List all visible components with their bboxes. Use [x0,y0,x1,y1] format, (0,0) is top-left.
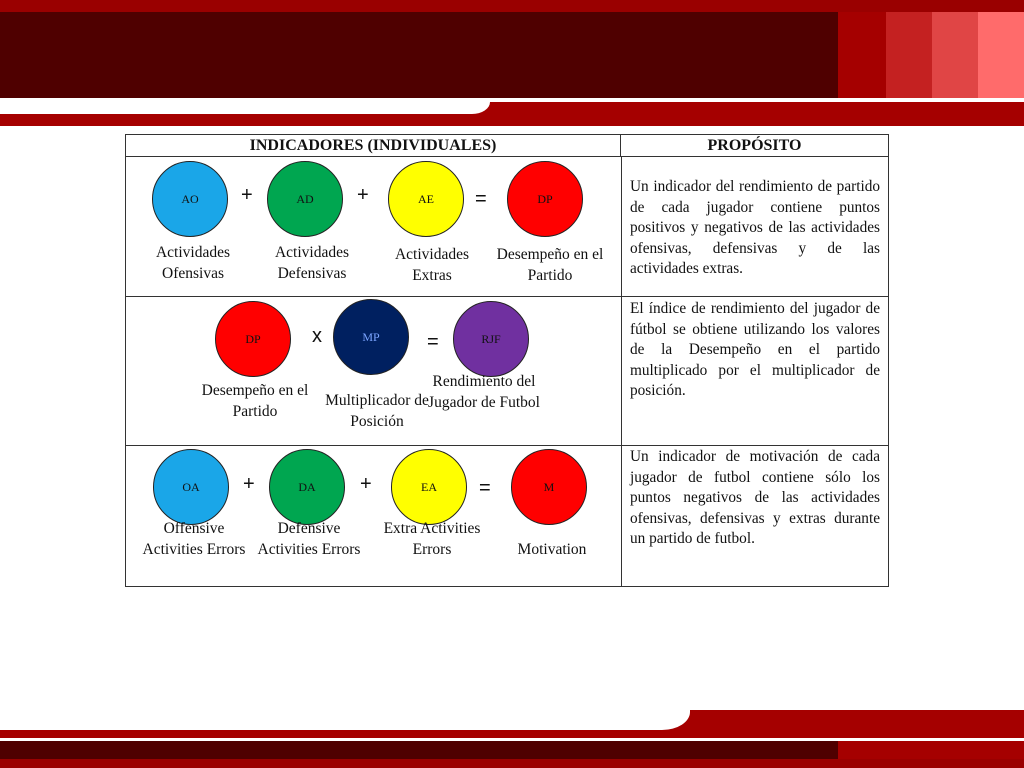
label-rendimiento-jugador: Rendimiento del Jugador de Futbol [428,373,540,411]
equals-operator: = [427,331,439,353]
table-row-2 [126,297,621,445]
header-purpose: PROPÓSITO [621,135,888,157]
equals-operator: = [475,188,487,210]
label-motivation: Motivation [517,541,587,558]
label-actividades-defensivas: Actividades Defensivas [274,244,350,282]
circle-ae [388,161,464,237]
label-extra-errors: Extra Activities Errors [383,520,481,558]
header-square-1 [886,12,932,98]
header-top-stripe [0,0,1024,12]
header-square-3 [978,12,1024,98]
circle-abbr: AE [418,191,434,206]
indicators-table [125,134,889,587]
label-desempeno-partido: Desempeño en el Partido [201,382,309,420]
circle-abbr: OA [182,479,200,494]
equals-operator: = [479,477,491,499]
plus-operator: + [241,184,253,206]
header-dark-band [0,12,838,98]
column-divider [621,157,622,586]
purpose-text-3: Un indicador de motivación de cada jugador de futbol contiene sólo los puntos negativos de las actividades ofensivas, defensivas y extras durante un partido de futbol. [630,448,880,548]
table-row-3 [126,446,621,586]
circle-abbr: MP [362,329,380,344]
footer-curve [0,710,690,730]
header-square-2 [932,12,978,98]
header-curve [0,102,490,114]
circle-abbr: DP [245,331,261,346]
circle-abbr: AD [296,191,314,206]
purpose-text-2: El índice de rendimiento del jugador de fútbol se obtiene utilizando los valores de la Desempeño en el partido multiplicado por el multiplicador de posición. [630,300,880,400]
label-desempeno-partido: Desempeño en el Partido [496,246,604,284]
circle-oa [153,449,229,525]
circle-abbr: AO [181,191,199,206]
footer-red-block [838,741,1024,759]
circle-abbr: EA [421,479,437,494]
multiply-operator: x [312,325,322,347]
circle-dp [507,161,583,237]
header-red-block [838,12,886,98]
circle-ao [152,161,228,237]
label-defensive-errors: Defensive Activities Errors [257,520,361,558]
plus-operator: + [243,473,255,495]
header-indicators: INDICADORES (INDIVIDUALES) [126,135,621,157]
circle-abbr: M [543,479,555,494]
circle-ad [267,161,343,237]
circle-ea [391,449,467,525]
circle-dp [215,301,291,377]
circle-abbr: DP [537,191,553,206]
circle-abbr: RJF [481,331,501,346]
circle-rjf [453,301,529,377]
circle-abbr: DA [298,479,316,494]
purpose-text-1: Un indicador del rendimiento de partido de cada jugador contiene puntos positivos y negativos de las actividades ofensivas, defensivas y de las actividades extras. [630,178,880,278]
label-actividades-ofensivas: Actividades Ofensivas [155,244,231,282]
plus-operator: + [360,473,372,495]
circle-mp [333,299,409,375]
label-offensive-errors: Offensive Activities Errors [142,520,246,558]
label-multiplicador-posicion: Multiplicador de Posición [325,392,429,430]
label-actividades-extras: Actividades Extras [394,246,470,284]
footer-dark-band [0,741,838,759]
plus-operator: + [357,184,369,206]
circle-da [269,449,345,525]
circle-m [511,449,587,525]
table-row-1 [126,157,621,296]
footer-bottom-stripe [0,759,1024,768]
